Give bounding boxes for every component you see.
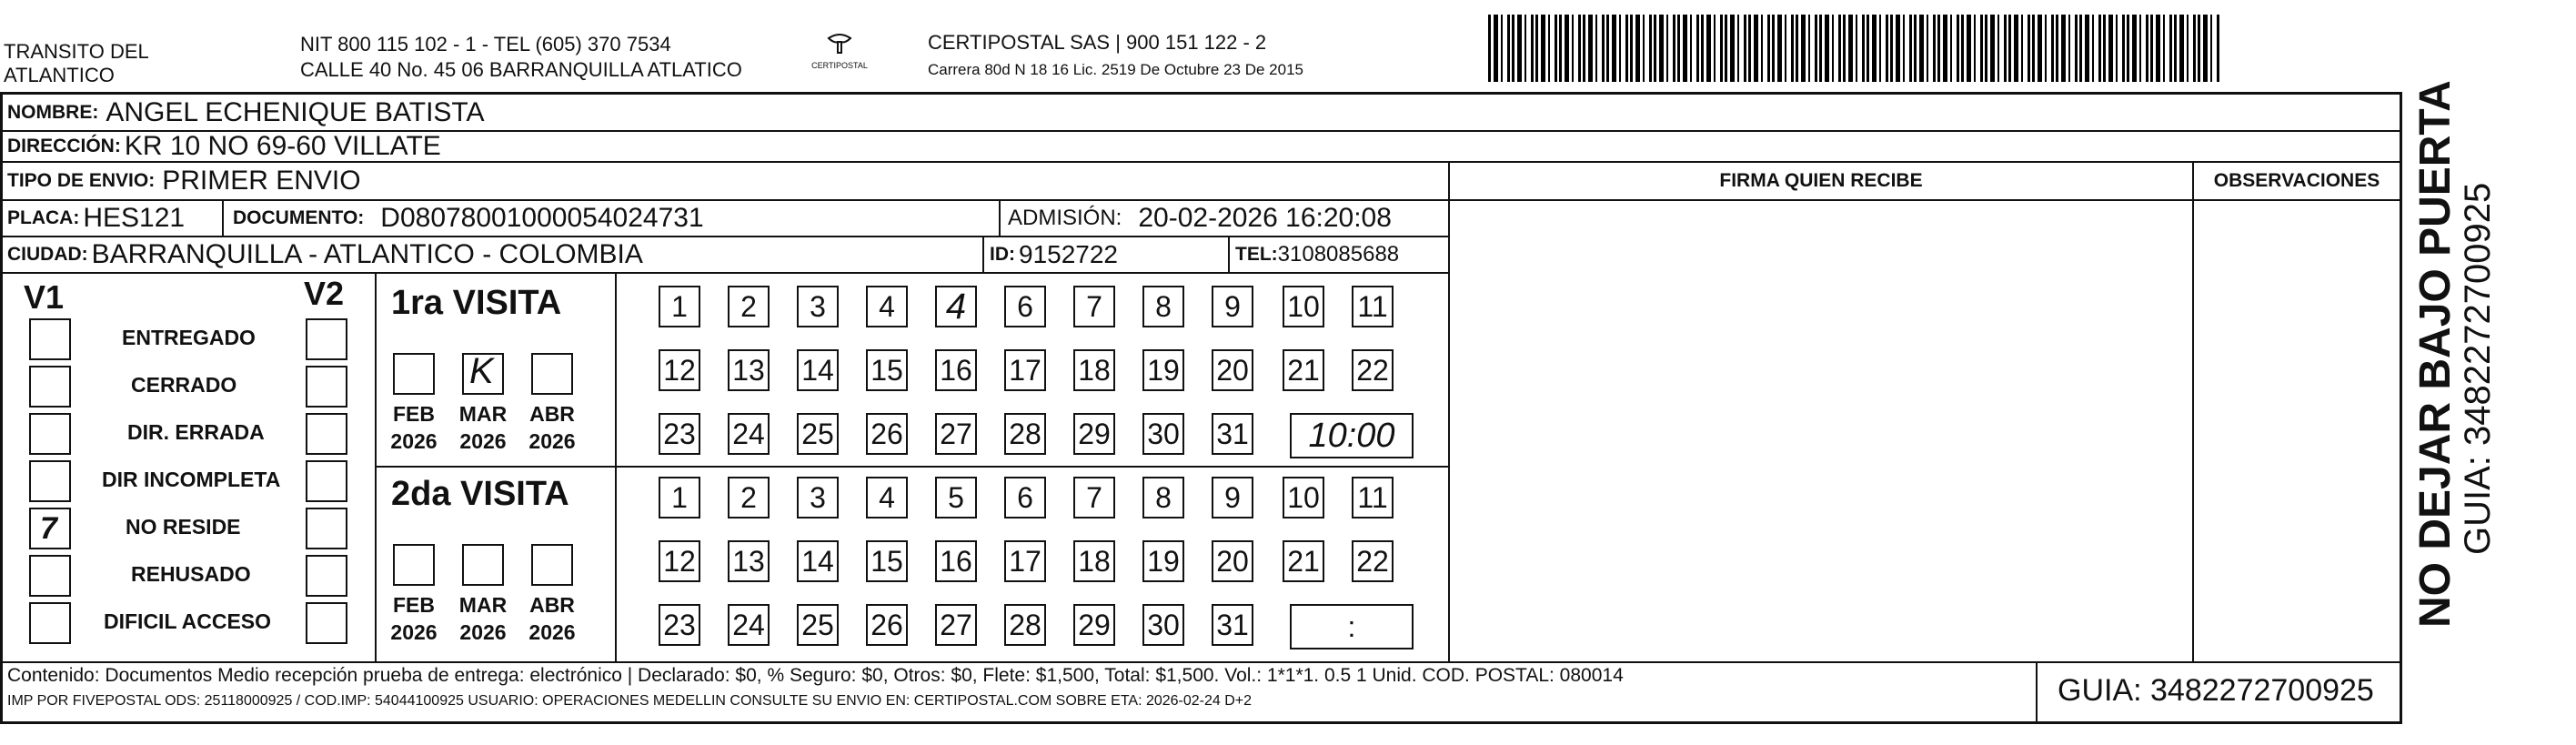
tipo-row (7, 163, 361, 199)
day-number: 8 (1155, 289, 1172, 323)
v1-checkbox[interactable] (29, 460, 71, 502)
side-warning: NO DEJAR BAJO PUERTA (2411, 80, 2460, 628)
first-visit-month-label (384, 400, 444, 455)
admision-value: 20-02-2026 16:20:08 (1138, 203, 1392, 233)
status-option-label: DIR INCOMPLETA (102, 468, 281, 491)
documento-value: D08078001000054024731 (380, 203, 704, 233)
second-visit-day-box[interactable] (1004, 604, 1046, 646)
ciudad-value: BARRANQUILLA - ATLANTICO - COLOMBIA (91, 239, 643, 269)
day-number: 9 (1224, 289, 1241, 323)
row-line-6 (1448, 199, 2401, 201)
day-number: 1 (671, 289, 688, 323)
v1-handwritten-mark: 7 (40, 511, 57, 546)
first-visit-month-box[interactable] (393, 353, 435, 395)
v1-checkbox[interactable] (29, 366, 71, 408)
second-visit-day-box[interactable] (1352, 540, 1394, 582)
second-visit-day-box[interactable] (728, 477, 770, 518)
firma-label: FIRMA QUIEN RECIBE (1719, 170, 1923, 191)
day-number: 14 (801, 544, 834, 578)
first-visit-day-box[interactable] (797, 413, 839, 455)
first-visit-month-box[interactable] (531, 353, 573, 395)
first-visit-day-box[interactable] (1283, 349, 1324, 391)
col-obs-left (2192, 161, 2194, 661)
month-year: 2026 (459, 429, 507, 453)
id-sep (982, 236, 984, 272)
direccion-label: DIRECCIÓN: (7, 136, 121, 156)
second-visit-month-box[interactable] (531, 544, 573, 586)
v2-checkbox[interactable] (306, 602, 347, 644)
status-option-label: DIR. ERRADA (127, 420, 265, 444)
first-visit-time-box[interactable] (1290, 413, 1414, 458)
day-number: 25 (801, 608, 834, 641)
day-number: 21 (1287, 544, 1320, 578)
second-visit-day-box[interactable] (1283, 477, 1324, 518)
v2-checkbox[interactable] (306, 460, 347, 502)
first-visit-month-box[interactable] (462, 353, 504, 395)
day-number: 17 (1009, 544, 1041, 578)
visit-mid-line (375, 466, 1448, 468)
barcode (1488, 15, 2219, 82)
first-visit-day-box[interactable] (1352, 349, 1394, 391)
month-year: 2026 (528, 429, 576, 453)
v1-checkbox[interactable] (29, 413, 71, 455)
first-visit-title: 1ra VISITA (391, 284, 562, 322)
tel-label: TEL: (1235, 244, 1278, 265)
admision-cell (1008, 200, 1392, 237)
day-number: 29 (1078, 608, 1111, 641)
visit-time: 10:00 (1308, 416, 1395, 455)
sender-address: CALLE 40 No. 45 06 BARRANQUILLA ATLATICO (300, 58, 742, 81)
day-number: 19 (1147, 544, 1180, 578)
first-visit-day-box[interactable] (659, 286, 700, 327)
day-number: 14 (801, 353, 834, 387)
second-visit-day-box[interactable] (1142, 477, 1184, 518)
first-visit-day-box[interactable] (797, 349, 839, 391)
day-number: 3 (810, 480, 826, 514)
documento-label: DOCUMENTO: (233, 207, 365, 228)
day-number: 19 (1147, 353, 1180, 387)
day-number: 4 (879, 480, 895, 514)
first-visit-day-box[interactable] (1142, 413, 1184, 455)
second-visit-day-box[interactable] (935, 604, 977, 646)
tipo-value: PRIMER ENVIO (162, 166, 361, 196)
second-visit-day-box[interactable] (659, 477, 700, 518)
first-visit-day-box[interactable] (866, 286, 908, 327)
status-option-label: DIFICIL ACCESO (104, 609, 272, 633)
second-visit-month-box[interactable] (462, 544, 504, 586)
day-number: 7 (1086, 480, 1102, 514)
first-visit-day-box[interactable] (659, 349, 700, 391)
v1-checkbox[interactable] (29, 508, 71, 549)
first-visit-day-box[interactable] (1283, 286, 1324, 327)
month-year: 2026 (390, 429, 438, 453)
admision-sep (999, 199, 1001, 236)
day-number: 31 (1216, 608, 1249, 641)
placa-sep (222, 199, 224, 236)
status-option-label: REHUSADO (131, 562, 251, 586)
month-name: ABR (529, 402, 575, 426)
day-number: 22 (1356, 544, 1389, 578)
day-number: 15 (870, 353, 903, 387)
day-number: 24 (732, 608, 765, 641)
day-number: 26 (870, 608, 903, 641)
day-number: 2 (740, 480, 757, 514)
direccion-row (7, 131, 441, 162)
first-visit-day-box[interactable] (1004, 349, 1046, 391)
day-number: 30 (1147, 608, 1180, 641)
day-number: 4 (945, 286, 967, 327)
v1-checkbox[interactable] (29, 555, 71, 597)
day-number: 24 (732, 417, 765, 450)
first-visit-day-box[interactable] (1352, 286, 1394, 327)
day-number: 15 (870, 544, 903, 578)
second-visit-day-box[interactable] (1004, 540, 1046, 582)
first-visit-day-box[interactable] (866, 349, 908, 391)
placa-cell (7, 200, 185, 237)
v2-checkbox[interactable] (306, 366, 347, 408)
day-number: 27 (940, 608, 972, 641)
tipo-label: TIPO DE ENVIO: (7, 170, 156, 191)
visit-time: : (1347, 609, 1356, 643)
second-visit-day-box[interactable] (659, 540, 700, 582)
second-visit-month-label (453, 591, 513, 646)
status-option-label: ENTREGADO (122, 326, 256, 349)
first-visit-month-label (453, 400, 513, 455)
day-number: 20 (1216, 544, 1249, 578)
day-number: 13 (732, 353, 765, 387)
ciudad-cell (7, 237, 643, 273)
v2-checkbox[interactable] (306, 555, 347, 597)
second-visit-day-box[interactable] (797, 604, 839, 646)
day-number: 31 (1216, 417, 1249, 450)
day-number: 10 (1287, 480, 1320, 514)
v1-header: V1 (24, 278, 65, 316)
first-visit-day-box[interactable] (1004, 413, 1046, 455)
form-left-border (0, 92, 3, 723)
day-number: 10 (1287, 289, 1320, 323)
first-visit-day-box[interactable] (866, 413, 908, 455)
observaciones-header (2194, 163, 2400, 199)
status-option-label: NO RESIDE (126, 515, 241, 539)
day-number: 25 (801, 417, 834, 450)
second-visit-month-box[interactable] (393, 544, 435, 586)
day-number: 26 (870, 417, 903, 450)
second-visit-day-box[interactable] (1212, 604, 1253, 646)
v2-checkbox[interactable] (306, 318, 347, 360)
day-number: 1 (671, 480, 688, 514)
nombre-row (7, 95, 485, 131)
second-visit-time-box[interactable] (1290, 604, 1414, 649)
day-number: 27 (940, 417, 972, 450)
month-year: 2026 (459, 620, 507, 644)
form-right-border (2400, 92, 2402, 723)
v2-checkbox[interactable] (306, 413, 347, 455)
second-visit-month-label (384, 591, 444, 646)
second-visit-day-box[interactable] (935, 477, 977, 518)
day-number: 9 (1224, 480, 1241, 514)
day-number: 6 (1017, 480, 1033, 514)
status-option-label: CERRADO (131, 373, 237, 397)
v2-checkbox[interactable] (306, 508, 347, 549)
sender-nit: NIT 800 115 102 - 1 - TEL (605) 370 7534 (300, 33, 671, 55)
second-visit-day-box[interactable] (728, 540, 770, 582)
form-bottom-border (0, 721, 2402, 724)
side-guia: GUIA: 3482272700925 (2458, 182, 2498, 555)
nombre-label: NOMBRE: (7, 102, 99, 123)
sender-name-line2: ATLANTICO (4, 64, 115, 86)
first-visit-day-box[interactable] (935, 413, 977, 455)
second-visit-day-box[interactable] (659, 604, 700, 646)
day-number: 8 (1155, 480, 1172, 514)
footer-imp-line: IMP POR FIVEPOSTAL ODS: 25118000925 / COD.IMP: 54044100925 USUARIO: OPERACIONES MEDELLIN CONSULTE SU ENVIO EN: CERTIPOSTAL.COM SOBRE ETA: 2026-02-24 D+2 (7, 693, 1253, 709)
first-visit-day-box[interactable] (935, 286, 977, 327)
second-visit-day-box[interactable] (797, 477, 839, 518)
first-visit-day-box[interactable] (1073, 349, 1115, 391)
firma-header (1450, 163, 2192, 199)
ciudad-label: CIUDAD: (7, 244, 88, 265)
id-cell (990, 237, 1118, 273)
day-number: 2 (740, 289, 757, 323)
day-number: 11 (1357, 289, 1388, 323)
second-visit-day-box[interactable] (797, 540, 839, 582)
second-visit-day-box[interactable] (1073, 604, 1115, 646)
second-visit-day-box[interactable] (1073, 477, 1115, 518)
day-number: 17 (1009, 353, 1041, 387)
second-visit-day-box[interactable] (935, 540, 977, 582)
first-visit-day-box[interactable] (1073, 413, 1115, 455)
nombre-value: ANGEL ECHENIQUE BATISTA (106, 97, 485, 127)
second-visit-day-box[interactable] (728, 604, 770, 646)
tel-value: 3108085688 (1277, 242, 1400, 267)
id-value: 9152722 (1019, 240, 1119, 268)
day-number: 12 (663, 353, 696, 387)
footer-top-line (0, 661, 2401, 663)
day-number: 29 (1078, 417, 1111, 450)
v2-header: V2 (304, 275, 345, 312)
first-visit-day-box[interactable] (728, 286, 770, 327)
second-visit-day-box[interactable] (1073, 540, 1115, 582)
day-number: 21 (1287, 353, 1320, 387)
first-visit-day-box[interactable] (797, 286, 839, 327)
day-number: 3 (810, 289, 826, 323)
placa-label: PLACA: (7, 207, 80, 228)
logo-text: CERTIPOSTAL (811, 61, 868, 70)
first-visit-day-box[interactable] (935, 349, 977, 391)
first-visit-day-box[interactable] (728, 413, 770, 455)
second-visit-day-box[interactable] (1142, 540, 1184, 582)
day-number: 12 (663, 544, 696, 578)
first-visit-day-box[interactable] (728, 349, 770, 391)
month-name: MAR (458, 593, 508, 617)
day-number: 18 (1078, 544, 1111, 578)
observaciones-label: OBSERVACIONES (2213, 170, 2380, 191)
month-year: 2026 (528, 620, 576, 644)
first-visit-day-box[interactable] (1142, 349, 1184, 391)
tel-cell (1235, 237, 1399, 273)
first-visit-day-box[interactable] (1142, 286, 1184, 327)
day-number: 18 (1078, 353, 1111, 387)
second-visit-month-label (522, 591, 582, 646)
day-number: 28 (1009, 417, 1041, 450)
second-visit-day-box[interactable] (1212, 540, 1253, 582)
day-number: 23 (663, 608, 696, 641)
month-name: FEB (393, 402, 435, 426)
second-visit-day-box[interactable] (1004, 477, 1046, 518)
col-firma-left (1448, 161, 1450, 661)
day-number: 28 (1009, 608, 1041, 641)
tel-sep (1228, 236, 1230, 272)
second-visit-day-box[interactable] (1283, 540, 1324, 582)
day-number: 7 (1086, 289, 1102, 323)
certipostal-logo (808, 33, 871, 78)
v1-checkbox[interactable] (29, 602, 71, 644)
day-number: 13 (732, 544, 765, 578)
month-name: ABR (529, 593, 575, 617)
day-number: 23 (663, 417, 696, 450)
first-visit-day-box[interactable] (659, 413, 700, 455)
placa-value: HES121 (83, 203, 186, 233)
month-name: MAR (458, 402, 508, 426)
first-visit-day-box[interactable] (1073, 286, 1115, 327)
id-label: ID: (990, 244, 1015, 265)
second-visit-day-box[interactable] (1142, 604, 1184, 646)
second-visit-day-box[interactable] (1212, 477, 1253, 518)
v1-checkbox[interactable] (29, 318, 71, 360)
day-number: 30 (1147, 417, 1180, 450)
first-visit-day-box[interactable] (1212, 413, 1253, 455)
day-number: 16 (940, 544, 972, 578)
day-number: 22 (1356, 353, 1389, 387)
month-year: 2026 (390, 620, 438, 644)
day-number: 5 (948, 480, 964, 514)
sender-name-line1: TRANSITO DEL (4, 40, 149, 63)
first-visit-day-box[interactable] (1004, 286, 1046, 327)
second-visit-day-box[interactable] (1352, 477, 1394, 518)
first-visit-day-box[interactable] (1212, 286, 1253, 327)
second-visit-day-box[interactable] (866, 477, 908, 518)
admision-label: ADMISIÓN: (1008, 206, 1122, 230)
first-visit-month-label (522, 400, 582, 455)
day-number: 4 (879, 289, 895, 323)
second-visit-day-box[interactable] (866, 540, 908, 582)
day-number: 16 (940, 353, 972, 387)
footer-guia: GUIA: 3482272700925 (2058, 673, 2374, 708)
first-visit-day-box[interactable] (1212, 349, 1253, 391)
company-name: CERTIPOSTAL SAS | 900 151 122 - 2 (928, 31, 1267, 54)
footer-content-line: Contenido: Documentos Medio recepción prueba de entrega: electrónico | Declarado: $0, % Seguro: $0, Otros: $0, Flete: $1,500, Total: $1,500. Vol.: 1*1*1. 0.5 1 Unid. COD. POSTAL: 080014 (7, 665, 1624, 686)
day-number: 20 (1216, 353, 1249, 387)
day-number: 11 (1357, 480, 1388, 514)
month-name: FEB (393, 593, 435, 617)
second-visit-day-box[interactable] (866, 604, 908, 646)
direccion-value: KR 10 NO 69-60 VILLATE (124, 131, 441, 161)
second-visit-title: 2da VISITA (391, 475, 569, 513)
company-license: Carrera 80d N 18 16 Lic. 2519 De Octubre 23 De 2015 (928, 61, 1303, 78)
month-handwritten-mark: K (469, 351, 494, 391)
day-number: 6 (1017, 289, 1033, 323)
documento-cell (233, 200, 704, 237)
footer-guia-sep (2036, 661, 2038, 721)
